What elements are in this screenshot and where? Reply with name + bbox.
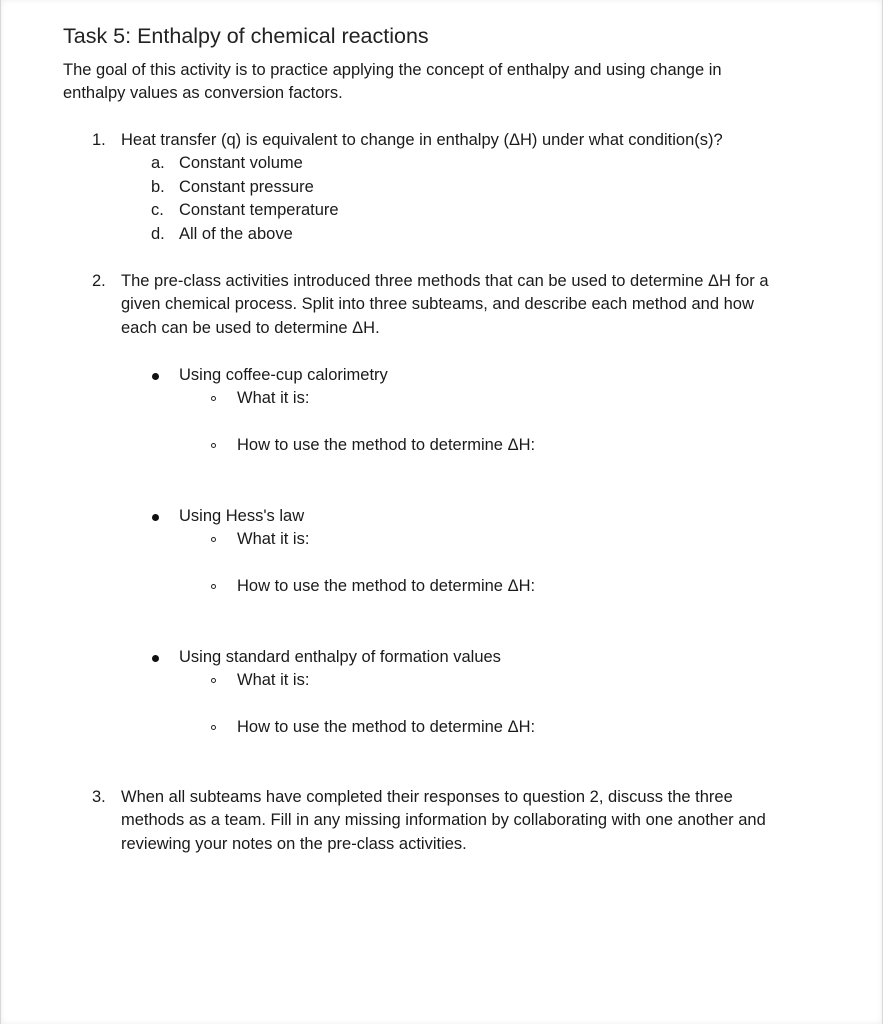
circle-bullet-icon — [211, 584, 216, 589]
question-2-line-3: each can be used to determine ΔH. — [121, 319, 380, 337]
bullet-icon — [152, 655, 159, 662]
circle-bullet-icon — [211, 396, 216, 401]
method-3-what: What it is: — [237, 671, 310, 689]
method-3-how: How to use the method to determine ΔH: — [237, 718, 536, 736]
intro-line-2: enthalpy values as conversion factors. — [63, 84, 343, 102]
question-2-number: 2. — [92, 272, 106, 290]
option-a-text: Constant volume — [179, 154, 303, 172]
circle-bullet-icon — [211, 725, 216, 730]
option-c-letter: c. — [151, 201, 164, 219]
circle-bullet-icon — [211, 443, 216, 448]
method-3-name: Using standard enthalpy of formation values — [179, 648, 501, 666]
page-title: Task 5: Enthalpy of chemical reactions — [63, 24, 429, 48]
option-b-text: Constant pressure — [179, 178, 314, 196]
question-1-number: 1. — [92, 131, 106, 149]
question-3-line-3: reviewing your notes on the pre-class activities. — [121, 835, 467, 853]
bullet-icon — [152, 514, 159, 521]
method-1-name: Using coffee-cup calorimetry — [179, 366, 388, 384]
question-2-line-1: The pre-class activities introduced three methods that can be used to determine ΔH for a — [121, 272, 769, 290]
method-2-name: Using Hess's law — [179, 507, 305, 525]
option-d-letter: d. — [151, 225, 165, 243]
option-d-text: All of the above — [179, 225, 293, 243]
question-3-line-1: When all subteams have completed their responses to question 2, discuss the three — [121, 788, 733, 806]
intro-line-1: The goal of this activity is to practice applying the concept of enthalpy and using change in — [63, 61, 722, 79]
question-2-line-2: given chemical process. Split into three subteams, and describe each method and how — [121, 295, 754, 313]
option-c-text: Constant temperature — [179, 201, 339, 219]
method-1-what: What it is: — [237, 389, 310, 407]
method-2-what: What it is: — [237, 530, 310, 548]
circle-bullet-icon — [211, 678, 216, 683]
method-1-how: How to use the method to determine ΔH: — [237, 436, 536, 454]
bullet-icon — [152, 373, 159, 380]
question-3-number: 3. — [92, 788, 106, 806]
question-1-text: Heat transfer (q) is equivalent to change in enthalpy (ΔH) under what condition(s)? — [121, 131, 723, 149]
method-2-how: How to use the method to determine ΔH: — [237, 577, 536, 595]
circle-bullet-icon — [211, 537, 216, 542]
option-a-letter: a. — [151, 154, 165, 172]
option-b-letter: b. — [151, 178, 165, 196]
question-3-line-2: methods as a team. Fill in any missing information by collaborating with one another and — [121, 811, 766, 829]
